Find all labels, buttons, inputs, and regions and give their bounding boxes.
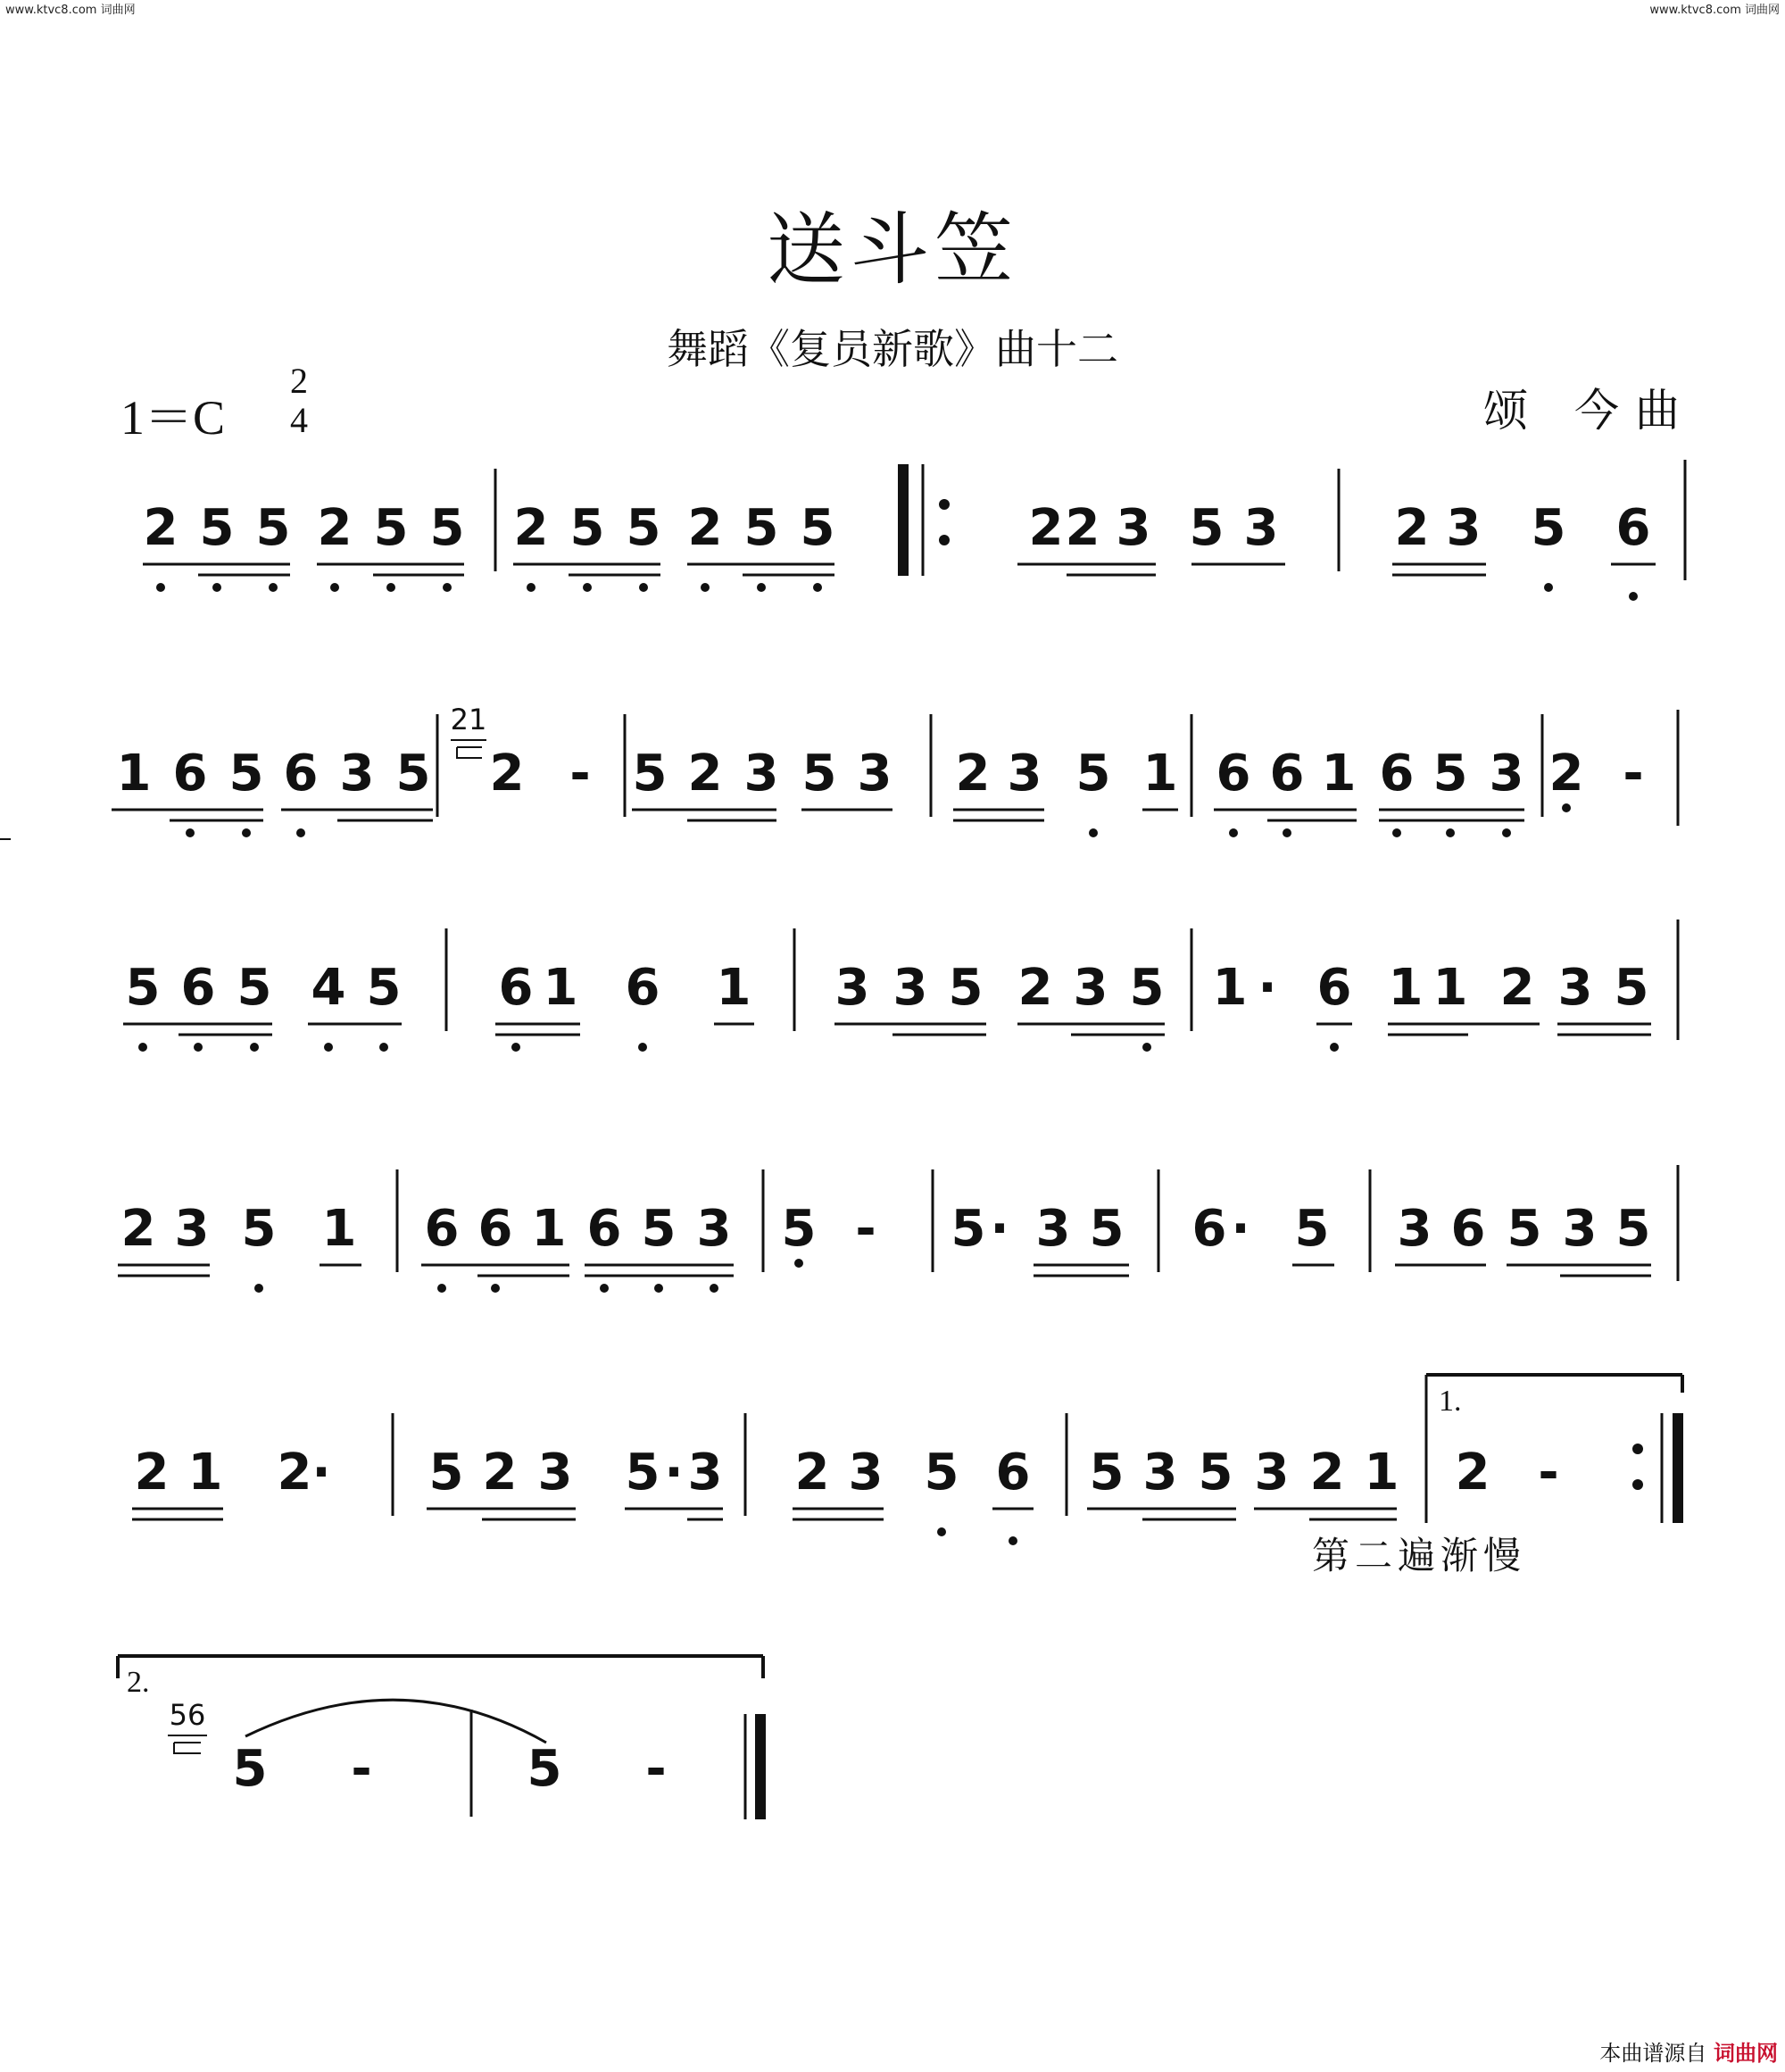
note: 5 [1294, 1200, 1330, 1258]
note: 5 [1614, 959, 1649, 1017]
note: 2 [120, 1200, 156, 1258]
note: 5 [641, 1200, 677, 1258]
note: 5 [743, 499, 779, 557]
octave-dot [1392, 828, 1401, 837]
note: 6 [1379, 745, 1415, 803]
note: - [569, 745, 591, 803]
note: 3 [537, 1444, 573, 1502]
note: 2 [687, 499, 723, 557]
note: 2 [134, 1444, 170, 1502]
octave-dot [527, 583, 536, 592]
footer-credit [1599, 2035, 1778, 2067]
note: 2 [1499, 959, 1535, 1017]
note: · [1231, 1200, 1250, 1258]
time-signature-bottom: 4 [290, 400, 308, 440]
note: 3 [1116, 499, 1151, 557]
octave-dot [254, 1284, 263, 1293]
note: · [1258, 959, 1277, 1017]
note: 1 [1321, 745, 1357, 803]
note: 5 [1432, 745, 1468, 803]
song-subtitle: 舞蹈《复员新歌》曲十二 [667, 325, 1118, 373]
note: 2 [794, 1444, 830, 1502]
note: 3 [1397, 1200, 1432, 1258]
octave-dot [1089, 828, 1098, 837]
note: 2 [482, 1444, 518, 1502]
note: 5 [366, 959, 402, 1017]
note: 3 [1243, 499, 1279, 557]
note: - [855, 1200, 876, 1258]
note: 2 [1548, 745, 1584, 803]
octave-dot [194, 1043, 203, 1052]
note: 2 [955, 745, 991, 803]
grace-notes: 21 [450, 703, 487, 736]
note: 1 [1212, 959, 1248, 1017]
note: 6 [172, 745, 208, 803]
octave-dot [701, 583, 710, 592]
note: · [664, 1444, 684, 1502]
note: 1 [116, 745, 152, 803]
note: 2 [1394, 499, 1430, 557]
octave-dot [386, 583, 395, 592]
octave-dot [654, 1284, 663, 1293]
note: 6 [180, 959, 216, 1017]
octave-dot [639, 583, 648, 592]
note: 3 [834, 959, 870, 1017]
octave-dot [1562, 803, 1571, 812]
note: 3 [1489, 745, 1524, 803]
octave-dot [1330, 1043, 1339, 1052]
note: 1 [187, 1444, 223, 1502]
note: 3 [743, 745, 779, 803]
note: 5 [1089, 1444, 1125, 1502]
note: 5 [228, 745, 264, 803]
note: 6 [1269, 745, 1305, 803]
octave-dot [583, 583, 592, 592]
note: 3 [1035, 1200, 1071, 1258]
grace-notes: 56 [169, 1698, 206, 1732]
note: 3 [696, 1200, 732, 1258]
footer-site: 词曲网 [1714, 2041, 1778, 2066]
octave-dot [1502, 828, 1511, 837]
note: 6 [1316, 959, 1352, 1017]
note: 6 [498, 959, 534, 1017]
repeat-dot [1632, 1444, 1643, 1454]
note: 2 [1028, 499, 1064, 557]
note: 3 [857, 745, 892, 803]
note: 6 [424, 1200, 460, 1258]
octave-dot [330, 583, 339, 592]
note: 3 [1142, 1444, 1178, 1502]
octave-dot [437, 1284, 446, 1293]
note: 5 [801, 745, 837, 803]
note: 2 [143, 499, 178, 557]
score-layer [0, 460, 1685, 1819]
volta-label: 1. [1439, 1385, 1462, 1418]
note: 3 [1562, 1200, 1598, 1258]
note: 6 [1450, 1200, 1486, 1258]
note: 1 [531, 1200, 567, 1258]
note: 2 [1455, 1444, 1490, 1502]
note: 2 [1309, 1444, 1345, 1502]
octave-dot [186, 828, 195, 837]
note: 5 [125, 959, 161, 1017]
tie [245, 1700, 546, 1743]
grace-slur [174, 1743, 201, 1753]
octave-dot [138, 1043, 147, 1052]
note: 5 [395, 745, 431, 803]
note: 5 [1075, 745, 1111, 803]
note: - [645, 1740, 667, 1798]
note: 5 [237, 959, 272, 1017]
note: 5 [255, 499, 291, 557]
note: 5 [948, 959, 984, 1017]
note: 5 [632, 745, 668, 803]
note: 2 [513, 499, 549, 557]
note: 5 [569, 499, 605, 557]
note: 6 [625, 959, 660, 1017]
header-right: www.ktvc8.com 词曲网 [1649, 4, 1780, 17]
note: 2 [489, 745, 525, 803]
note: 6 [1191, 1200, 1227, 1258]
note: 2 [277, 1444, 312, 1502]
note: - [1538, 1444, 1559, 1502]
octave-dot [324, 1043, 333, 1052]
note: 3 [1557, 959, 1593, 1017]
note: 2 [687, 745, 723, 803]
note: 5 [428, 1444, 464, 1502]
note: 5 [1615, 1200, 1651, 1258]
octave-dot [250, 1043, 259, 1052]
composer: 颂 今曲 [1483, 385, 1696, 437]
expression-mark: 第二遍渐慢 [1312, 1534, 1527, 1577]
note: 5 [924, 1444, 959, 1502]
octave-dot [212, 583, 221, 592]
volta-label: 2. [127, 1666, 150, 1699]
note: 5 [1189, 499, 1225, 557]
song-title: 送斗笠 [766, 204, 1018, 295]
note: 5 [527, 1740, 562, 1798]
octave-dot [1544, 583, 1553, 592]
octave-dot [379, 1043, 388, 1052]
note: 3 [174, 1200, 210, 1258]
note: 6 [995, 1444, 1031, 1502]
note: 5 [1507, 1200, 1542, 1258]
note: · [990, 1200, 1009, 1258]
octave-dot [757, 583, 766, 592]
note: - [1623, 745, 1644, 803]
note: 1 [543, 959, 578, 1017]
note: 4 [311, 959, 346, 1017]
note: 1 [321, 1200, 357, 1258]
note: 5 [625, 1444, 660, 1502]
note: 2 [317, 499, 353, 557]
octave-dot [1009, 1536, 1017, 1545]
note: 5 [232, 1740, 268, 1798]
note: 3 [1073, 959, 1108, 1017]
repeat-dot [939, 499, 950, 510]
time-signature-top: 2 [290, 361, 308, 401]
octave-dot [813, 583, 822, 592]
key-signature: 1＝C [120, 391, 226, 445]
note: 3 [687, 1444, 723, 1502]
note: 1 [1388, 959, 1424, 1017]
note: 5 [951, 1200, 986, 1258]
note: 5 [781, 1200, 817, 1258]
note: 6 [477, 1200, 513, 1258]
note: 5 [373, 499, 409, 557]
note: 5 [1198, 1444, 1233, 1502]
note: - [351, 1740, 372, 1798]
note: · [311, 1444, 331, 1502]
note: 6 [1216, 745, 1251, 803]
octave-dot [638, 1043, 647, 1052]
octave-dot [491, 1284, 500, 1293]
note: 1 [1142, 745, 1178, 803]
note: 2 [1017, 959, 1053, 1017]
header-left: www.ktvc8.com 词曲网 [5, 4, 136, 17]
grace-slur [457, 747, 482, 758]
octave-dot [443, 583, 452, 592]
octave-dot [511, 1043, 520, 1052]
note: 3 [339, 745, 375, 803]
note: 3 [892, 959, 928, 1017]
octave-dot [710, 1284, 718, 1293]
octave-dot [1283, 828, 1291, 837]
note: 3 [1007, 745, 1042, 803]
octave-dot [1629, 592, 1638, 601]
note: 5 [429, 499, 465, 557]
note: 6 [586, 1200, 622, 1258]
octave-dot [269, 583, 278, 592]
octave-dot [296, 828, 305, 837]
note: 5 [1129, 959, 1165, 1017]
octave-dot [1446, 828, 1455, 837]
note: 5 [800, 499, 835, 557]
note: 5 [241, 1200, 277, 1258]
octave-dot [156, 583, 165, 592]
note: 1 [716, 959, 751, 1017]
note: 2 [1065, 499, 1100, 557]
note: 3 [848, 1444, 884, 1502]
note: 6 [283, 745, 319, 803]
octave-dot [1229, 828, 1238, 837]
note: 6 [1615, 499, 1651, 557]
note: 5 [199, 499, 235, 557]
octave-dot [794, 1259, 803, 1268]
note: 1 [1364, 1444, 1399, 1502]
octave-dot [937, 1527, 946, 1536]
note: 3 [1254, 1444, 1290, 1502]
octave-dot [1142, 1043, 1151, 1052]
repeat-dot [939, 535, 950, 545]
note: 5 [1089, 1200, 1125, 1258]
note: 5 [626, 499, 661, 557]
note: 3 [1446, 499, 1482, 557]
octave-dot [242, 828, 251, 837]
note: 5 [1531, 499, 1566, 557]
repeat-dot [1632, 1479, 1643, 1490]
note: 1 [1432, 959, 1468, 1017]
footer-source: 本曲谱源自 [1599, 2041, 1707, 2066]
octave-dot [600, 1284, 609, 1293]
